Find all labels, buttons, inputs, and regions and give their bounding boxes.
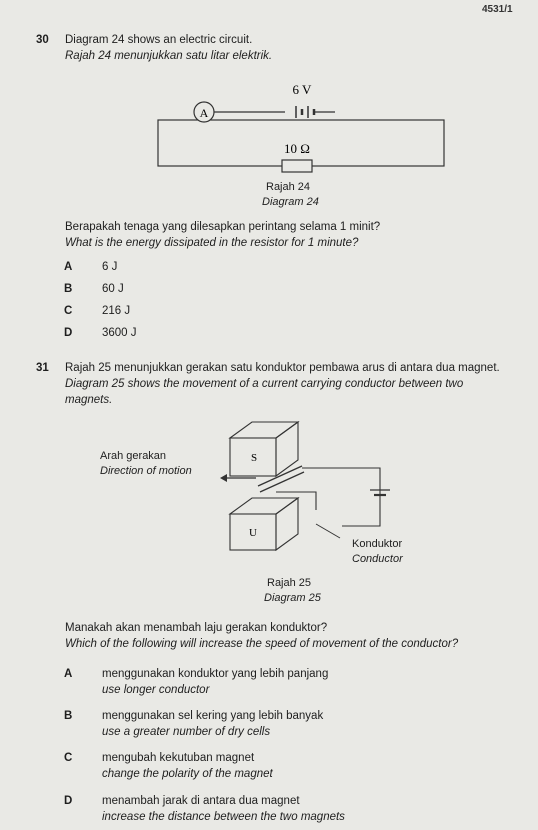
q30-option-a-letter[interactable]: A [64, 261, 73, 273]
q31-option-b-english[interactable]: use a greater number of dry cells [102, 726, 271, 738]
resistor-label: 10 Ω [284, 141, 310, 156]
q30-option-c-text[interactable]: 216 J [102, 305, 131, 317]
q31-question-malay: Manakah akan menambah laju gerakan konduktor? [65, 622, 328, 634]
direction-label-malay: Arah gerakan [100, 450, 167, 462]
q31-question-english: Which of the following will increase the speed of movement of the conductor? [65, 638, 459, 650]
resistor-symbol [282, 160, 312, 172]
conductor-label-english: Conductor [352, 553, 403, 565]
q30-option-b-text[interactable]: 60 J [102, 283, 124, 295]
q31-option-c-malay[interactable]: mengubah kekutuban magnet [102, 752, 255, 764]
q30-option-b-letter[interactable]: B [64, 283, 73, 295]
q31-option-c-english[interactable]: change the polarity of the magnet [102, 768, 273, 780]
direction-label-english: Direction of motion [100, 465, 192, 477]
q31-intro-english-line1: Diagram 25 shows the movement of a current carrying conductor between two [65, 378, 464, 390]
q30-question-english: What is the energy dissipated in the resistor for 1 minute? [65, 237, 359, 249]
page-code: 4531/1 [482, 4, 513, 15]
pole-s-label: S [250, 452, 258, 464]
voltage-label: 6 V [292, 82, 312, 97]
q31-option-d-letter[interactable]: D [64, 795, 73, 807]
conductor-label-malay: Konduktor [352, 538, 403, 550]
conductor-wire [302, 468, 380, 526]
q31-option-d-malay[interactable]: menambah jarak di antara dua magnet [102, 795, 300, 807]
q30-question-malay: Berapakah tenaga yang dilesapkan perintang selama 1 minit? [65, 221, 381, 233]
circuit-diagram-24 [150, 80, 450, 176]
q31-option-a-english[interactable]: use longer conductor [102, 684, 210, 696]
q31-intro-malay: Rajah 25 menunjukkan gerakan satu konduktor pembawa arus di antara dua magnet. [65, 362, 500, 374]
pole-u-label: U [249, 527, 257, 539]
q31-option-d-english[interactable]: increase the distance between the two magnets [102, 811, 345, 823]
ammeter-label: A [199, 106, 209, 120]
caption-rajah-24: Rajah 24 [266, 181, 311, 193]
motor-diagram-25 [220, 418, 440, 578]
q30-intro-malay: Rajah 24 menunjukkan satu litar elektrik. [65, 50, 273, 62]
caption-diagram-24: Diagram 24 [262, 196, 319, 208]
q31-option-c-letter[interactable]: C [64, 752, 73, 764]
q30-intro-english: Diagram 24 shows an electric circuit. [65, 34, 253, 46]
q31-intro-english-line2: magnets. [65, 394, 113, 406]
question-30-number: 30 [36, 34, 49, 46]
q30-option-c-letter[interactable]: C [64, 305, 73, 317]
caption-diagram-25: Diagram 25 [264, 592, 321, 604]
q31-option-b-letter[interactable]: B [64, 710, 73, 722]
question-31-number: 31 [36, 362, 49, 374]
q30-option-d-letter[interactable]: D [64, 327, 73, 339]
q31-option-a-letter[interactable]: A [64, 668, 73, 680]
q30-option-a-text[interactable]: 6 J [102, 261, 118, 273]
caption-rajah-25: Rajah 25 [267, 577, 312, 589]
q30-option-d-text[interactable]: 3600 J [102, 327, 137, 339]
q31-option-b-malay[interactable]: menggunakan sel kering yang lebih banyak [102, 710, 324, 722]
q31-option-a-malay[interactable]: menggunakan konduktor yang lebih panjang [102, 668, 329, 680]
